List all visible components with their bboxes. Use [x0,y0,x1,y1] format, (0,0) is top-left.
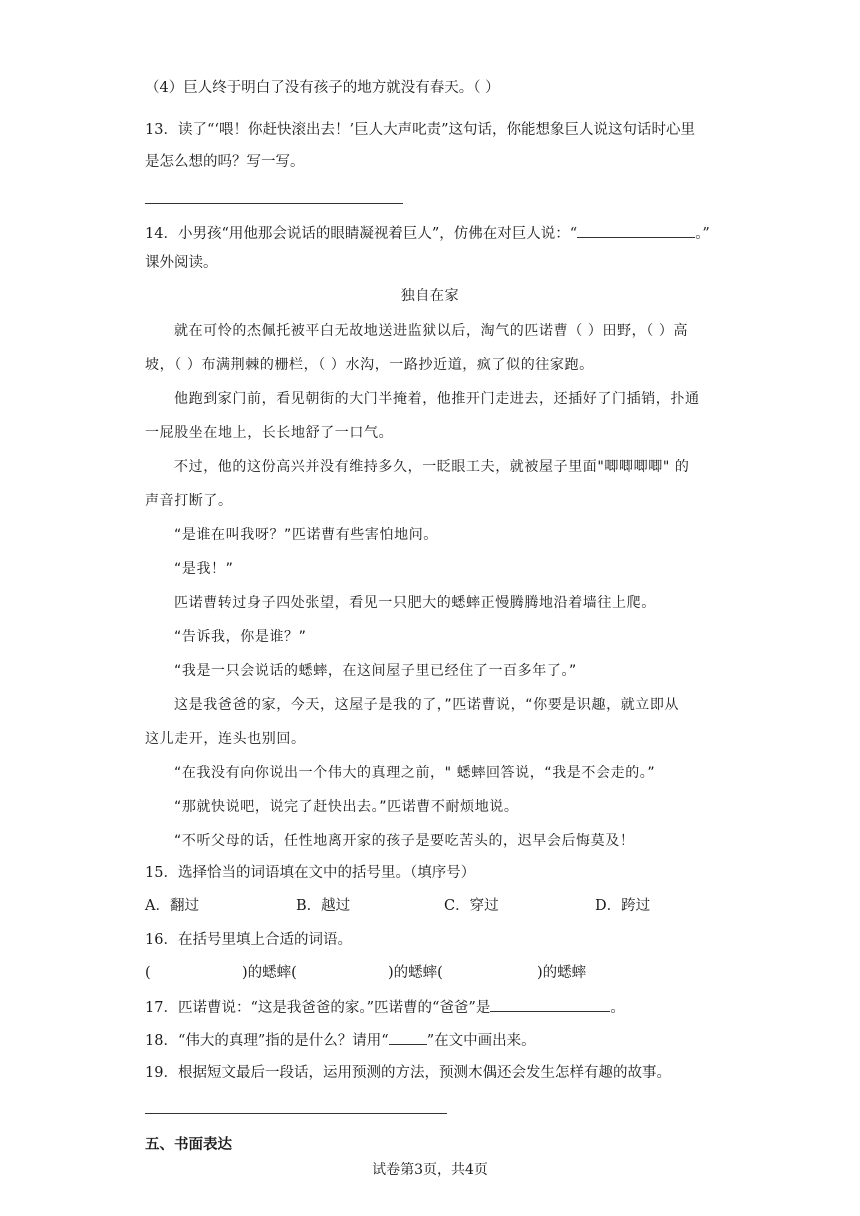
passage-line: “在我没有向你说出一个伟大的真理之前，" 蟋蟀回答说，“我是不会走的。” [174,765,656,781]
q13-text-line2: 是怎么想的吗？写一写。 [145,154,305,170]
passage-line: 坡，（ ）布满荆棘的栅栏，（ ）水沟，一路抄近道，疯了似的往家跑。 [145,357,594,373]
q14-text [145,222,710,244]
q17-answer-blank[interactable] [490,996,610,1012]
passage-line: 声音打断了。 [145,493,233,509]
q14-suffix: 。” [695,226,710,242]
section-5-heading: 五、书面表达 [145,1136,232,1153]
q15-text: 15．选择恰当的词语填在文中的括号里。（填序号） [145,865,476,881]
q12-item-4: （4）巨人终于明白了没有孩子的地方就没有春天。（ ） [145,80,500,96]
q17-suffix: 。 [610,1000,625,1016]
q15-option-d[interactable]: D．跨过 [595,898,651,914]
passage-line: 他跑到家门前，看见朝街的大门半掩着，他推开门走进去，还插好了门插销，扑通 [174,391,700,407]
q16-fill-open: ( [145,965,151,981]
q15-option-a[interactable]: A．翻过 [145,898,199,914]
passage-line: 这是我爸爸的家，今天，这屋子是我的了，”匹诺曹说，“你要是识趣，就立即从 [174,697,680,713]
q18-prefix: 18．“伟大的真理”指的是什么？请用“ [145,1033,389,1049]
extra-reading-label: 课外阅读。 [145,255,218,271]
q13-answer-line[interactable] [145,203,403,204]
passage-line: “那就快说吧，说完了赶快出去。”匹诺曹不耐烦地说。 [174,799,519,815]
q18-underline-sample [389,1029,427,1045]
q15-option-b[interactable]: B．越过 [296,898,351,914]
q19-text: 19．根据短文最后一段话，运用预测的方法，预测木偶还会发生怎样有趣的故事。 [145,1065,671,1081]
q18-suffix: ”在文中画出来。 [426,1033,536,1049]
passage-line: 这儿走开，连头也别回。 [145,731,306,747]
q14-answer-blank[interactable] [577,222,695,238]
q16-fill-1[interactable]: )的蟋蟀( [242,965,297,981]
q19-answer-line[interactable] [145,1113,447,1114]
q14-prefix: 14．小男孩“用他那会说话的眼睛凝视着巨人”，仿佛在对巨人说：“ [145,226,578,242]
passage-line: 匹诺曹转过身子四处张望，看见一只肥大的蟋蟀正慢腾腾地沿着墙往上爬。 [174,595,656,611]
q15-option-c[interactable]: C．穿过 [444,898,499,914]
passage-line: “我是一只会说话的蟋蟀，在这间屋子里已经住了一百多年了。” [174,663,577,679]
passage-line: “不听父母的话，任性地离开家的孩子是要吃苦头的，迟早会后悔莫及！ [174,833,635,849]
passage-line: “是谁在叫我呀？”匹诺曹有些害怕地问。 [174,527,438,543]
passage-line: 就在可怜的杰佩托被平白无故地送进监狱以后，淘气的匹诺曹（ ）田野，（ ）高 [174,323,689,339]
q13-text-line1: 13．读了“‘喂！你赶快滚出去！’巨人大声叱责”这句话，你能想象巨人说这句话时心里 [145,122,695,138]
passage-title: 独自在家 [400,288,460,304]
passage-line: 不过，他的这份高兴并没有维持多久，一眨眼工夫，就被屋子里面"唧唧唧唧" 的 [174,459,690,475]
q17-prefix: 17．匹诺曹说：“这是我爸爸的家。”匹诺曹的“爸爸”是 [145,1000,491,1016]
page-footer: 试卷第3页，共4页 [372,1162,488,1178]
passage-line: “是我！” [174,561,234,577]
q16-fill-2[interactable]: )的蟋蟀( [388,965,443,981]
q16-fill-3[interactable]: )的蟋蟀 [537,965,587,981]
q17-text [145,996,625,1018]
q18-text [145,1029,536,1051]
q16-text: 16．在括号里填上合适的词语。 [145,932,352,948]
passage-line: “告诉我，你是谁？” [174,629,307,645]
passage-line: 一屁股坐在地上，长长地舒了一口气。 [145,425,394,441]
